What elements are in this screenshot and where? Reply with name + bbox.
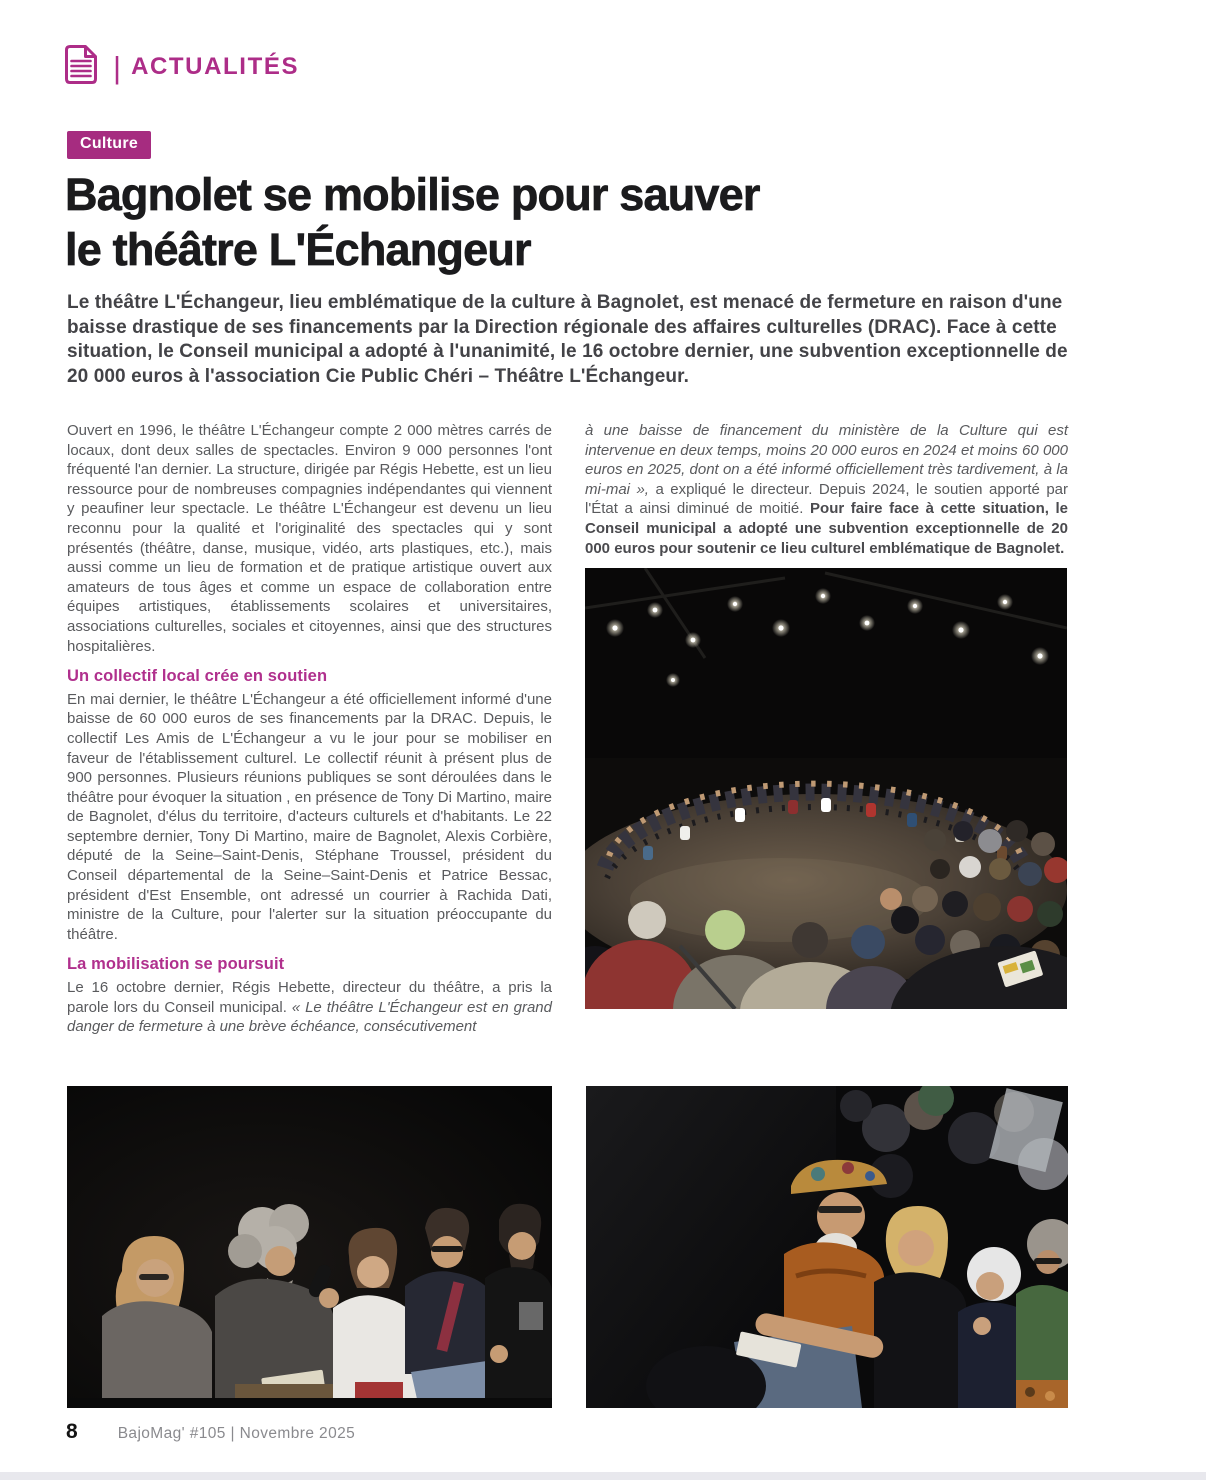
body-paragraph xyxy=(67,978,552,1037)
bold-run: Pour faire face à cette situation, le Conseil municipal a adopté une subvention exceptionnelle de 20 000 euros pour soutenir ce lieu culturel emblématique de Bagnolet. xyxy=(585,500,1068,557)
subheading-collectif: Un collectif local crée en soutien xyxy=(67,667,328,686)
section-header xyxy=(61,43,299,91)
paragraph-run: Le 16 octobre dernier, Régis Hebette, directeur du théâtre, a pris la parole lors du Conseil municipal. xyxy=(67,979,552,1016)
page-number: 8 xyxy=(66,1420,78,1443)
panel-speakers-photo xyxy=(67,1086,552,1408)
article-title xyxy=(65,167,760,277)
section-separator: | xyxy=(113,49,122,85)
body-paragraph xyxy=(585,421,1068,558)
article-intro: Le théâtre L'Échangeur, lieu emblématique de la culture à Bagnolet, est menacé de fermeture en raison d'une baisse drastique de ses financements par la Direction régionale des affaires culturelles (DRAC). Face à cette situation, le Conseil municipal a adopté à l'unanimité, le 16 octobre dernier, une subvention exceptionnelle de 20 000 euros à l'association Cie Public Chéri – Théâtre L'Échangeur. xyxy=(67,292,1068,387)
body-paragraph: En mai dernier, le théâtre L'Échangeur a été officiellement informé d'une baisse de 60 000 euros de ses financements par la DRAC. Depuis, le collectif Les Amis de L'Échangeur a vu le jour pour se mobiliser en faveur de l'établissement culturel. Le collectif réunit à présent plus de 900 personnes. Plusieurs réunions publiques se sont déroulées dans le théâtre pour évoquer la situation , en présence de Tony Di Martino, maire de Bagnolet, d'élus du territoire, d'acteurs culturels et d'habitants. Le 22 septembre dernier, Tony Di Martino, maire de Bagnolet, Alexis Corbière, député de la Seine–Saint-Denis, Stéphane Troussel, président du Conseil départemental de la Seine–Saint-Denis et Patrice Bessac, président d'Est Ensemble, ont adressé un courrier à Rachida Dati, ministre de la Culture, pour l'alerter sur la situation préoccupante du théâtre. xyxy=(67,690,552,943)
quote-run: à une baisse de financement du ministère de la Culture qui est intervenue en deux temps, moins 20 000 euros en 2024 et moins 60 000 euros en 2025, dont on a été informé officiellement très tardivement, à la mi-mai », xyxy=(585,422,1068,498)
page-edge-strip xyxy=(0,1472,1206,1480)
body-paragraph: Ouvert en 1996, le théâtre L'Échangeur compte 2 000 mètres carrés de locaux, dont deux salles de spectacles. Environ 9 000 personnes l'ont fréquenté l'an dernier. La structure, dirigée par Régis Hebette, est un lieu ressource pour de nombreuses compagnies indépendantes qui viennent y peaufiner leur spectacle. Le théâtre L'Échangeur est devenu un lieu reconnu pour la qualité et l'originalité des spectacles qui y sont présentés (théâtre, danse, musique, vidéo, arts plastiques, etc.), mais aussi comme un lieu de formation et de pratique artistique ouvert aux amateurs de tous âges et comme un espace de collaboration entre équipes artistiques, établissements scolaires et universitaires, associations culturelles, sociales et citoyennes, ainsi que des structures hospitalières. xyxy=(67,422,552,655)
subheading-mobilisation: La mobilisation se poursuit xyxy=(67,955,285,974)
audience-members-photo xyxy=(586,1086,1068,1408)
right-column xyxy=(585,421,1068,1009)
article-title-line1: Bagnolet se mobilise pour sauver xyxy=(65,169,760,220)
paragraph-run: a expliqué le directeur. Depuis 2024, le soutien apporté par l'État a ainsi diminué de moitié. xyxy=(585,480,1068,518)
quote-run: « Le théâtre L'Échangeur est en grand danger de fermeture à une brève échéance, consécutivement xyxy=(67,998,552,1036)
magazine-issue: BajoMag' #105 | Novembre 2025 xyxy=(117,1425,356,1442)
category-badge: Culture xyxy=(67,131,151,159)
news-document-icon xyxy=(61,43,101,91)
section-label: ACTUALITÉS xyxy=(131,53,300,80)
article-title-line2: le théâtre L'Échangeur xyxy=(65,224,531,275)
left-column xyxy=(67,421,552,1037)
page-footer xyxy=(66,1420,355,1444)
theatre-circle-public-meeting-photo xyxy=(585,568,1067,1009)
